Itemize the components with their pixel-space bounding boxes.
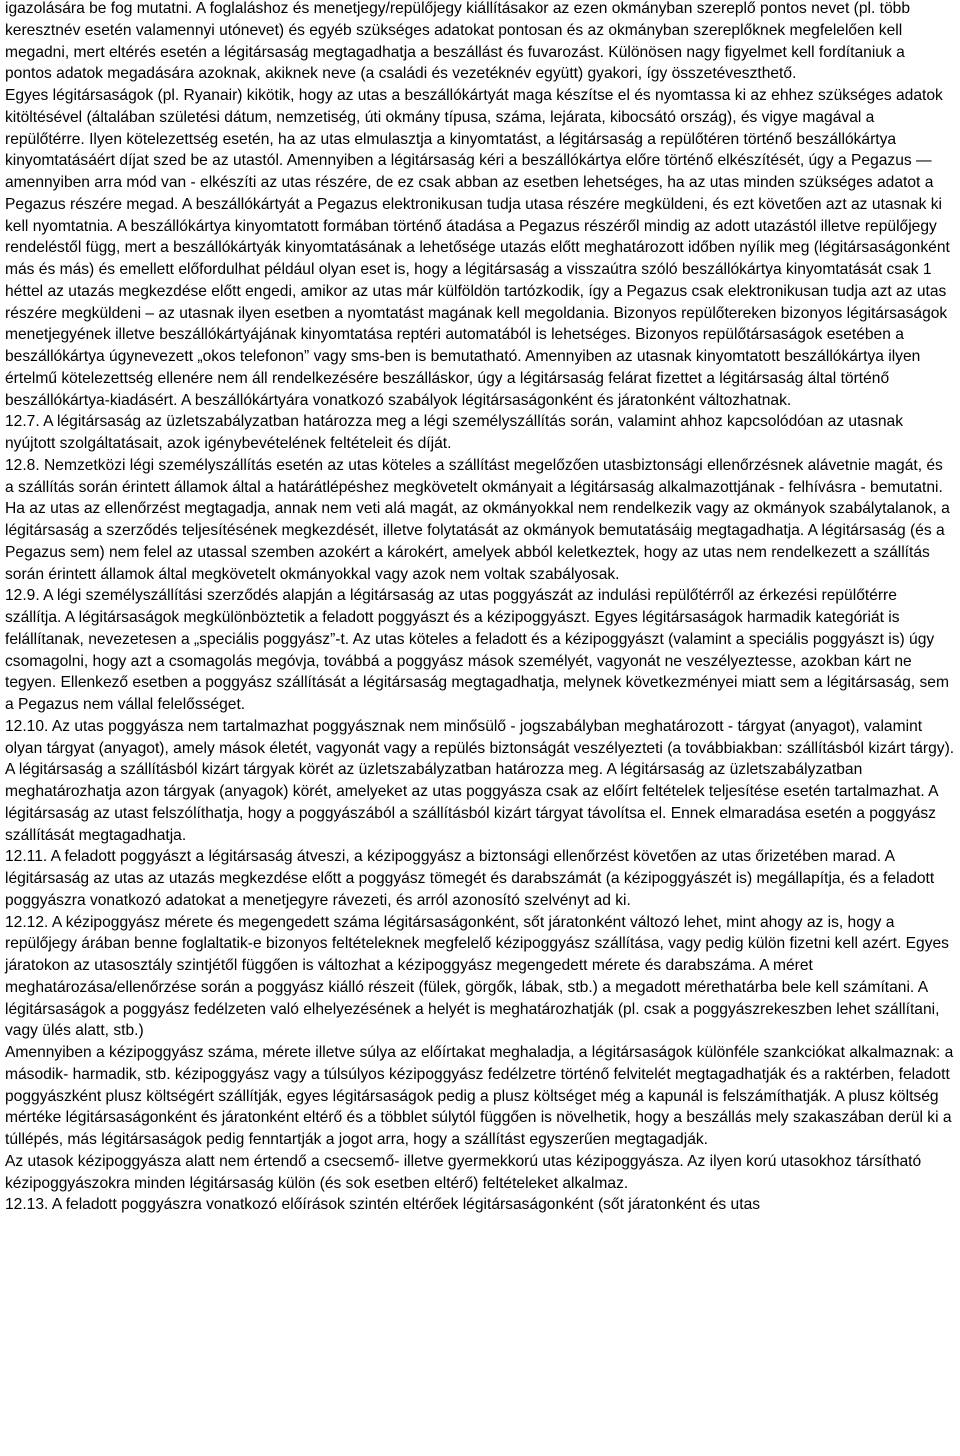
paragraph-infant-luggage: Az utasok kézipoggyásza alatt nem értendő a csecsemő- illetve gyermekkorú utas kézipoggyásza. Az ilyen korú utasokhoz társítható kézipoggyászokra minden légitársaság külön (és sok esetben eltérő) feltételeket alkalmaz.: [5, 1152, 922, 1192]
paragraph-12-12: 12.12. A kézipoggyász mérete és megengedett száma légitársaságonként, sőt járatonként változó lehet, mint ahogy az is, hogy a repülőjegy árában benne foglaltatik-e bizonyos feltételeknek megfelelő kézipoggyász szállítása, vagy pedig külön fizetni kell azért. Egyes járatokon az utasosztály szintjétől függően is változhat a kézipoggyász megengedett mérete és darabszáma. A méret meghatározása/ellenőrzése során a poggyász kiálló részeit (fülek, görgők, lábak, stb.) a megadott mérethatárba bele kell számítani. A légitársaságok a poggyász fedélzeten való elhelyezésének a helyét is meghatározhatják (pl. csak a poggyászrekeszben lehet szállítani, vagy ülés alatt, stb.): [5, 913, 949, 1040]
paragraph-12-9: 12.9. A légi személyszállítási szerződés alapján a légitársaság az utas poggyászát az indulási repülőtérről az érkezési repülőtérre szállítja. A légitársaságok megkülönböztetik a feladott poggyászt és a kézipoggyászt. Egyes légitársaságok harmadik kategóriát is felállítanak, nevezetesen a „speciális poggyász”-t. Az utas köteles a feladott és a kézipoggyászt (valamint a speciális poggyászt is) úgy csomagolni, hogy azt a csomagolás megóvja, továbbá a poggyász mások személyét, vagyonát ne veszélyeztesse, azokban kárt ne tegyen. Ellenkező esetben a poggyász szállítását a légitársaság megtagadhatja, melynek következményei miatt sem a légitársaság, sem a Pegazus nem vállal felelősséget.: [5, 587, 949, 713]
paragraph-boarding-card: Egyes légitársaságok (pl. Ryanair) kikötik, hogy az utas a beszállókártyát maga készítse el és nyomtassa ki az ehhez szükséges adatok kitöltésével (általában születési dátum, nemzetiség, úti okmány típusa, száma, lejárata, kibocsátó ország), és vigye magával a repülőtérre. Ilyen kötelezettség esetén, ha az utas elmulasztja a kinyomtatást, a légitársaság a repülőtéren történő beszállókártya kinyomtatásáért díjat szed be az utastól. Amennyiben a légitársaság kéri a beszállókártya előre történő elkészítését, úgy a Pegazus —amennyiben arra mód van - elkészíti az utas részére, de ez csak abban az esetben lehetséges, ha az utas minden szükséges adatot a Pegazus részére megad. A beszállókártyát a Pegazus elektronikusan tudja utasa részére megküldeni, és ezt követően azt az utasnak ki kell nyomtatnia. A beszállókártya kinyomtatott formában történő átadása a Pegazus részéről mindig az adott utazástól illetve repülőjegy rendeléstől függ, mert a beszállókártyák kinyomtatásának a lehetősége utazás előtt meghatározott időben nyílik meg (légitársaságonként más és más) és emellett előfordulhat például olyan eset is, hogy a légitársaság a visszaútra szóló beszállókártya kinyomtatását csak 1 héttel az utazás megkezdése előtt engedi, amikor az utas már külföldön tartózkodik, így a Pegazus csak elektronikusan tudja azt az utas részére megküldeni – az utasnak ilyen esetben a nyomtatást magának kell megoldania. Bizonyos repülőtereken bizonyos légitársaságok menetjegyének illetve beszállókártyájának kinyomtatása reptéri automatából is lehetséges. Bizonyos repülőtársaságok esetében a beszállókártya úgynevezett „okos telefonon” vagy sms-ben is bemutatható. Amennyiben az utasnak kinyomtatott beszállókártya ilyen értelmű kötelezettség ellenére nem áll rendelkezésére beszálláskor, úgy a légitársaság felárat fizettet a légitársaság által történő beszállókártya-kiadásért. A beszállókártyára vonatkozó szabályok légitársaságonként és járatonként változhatnak.: [5, 87, 950, 409]
paragraph-12-7: 12.7. A légitársaság az üzletszabályzatban határozza meg a légi személyszállítás során, valamint ahhoz kapcsolódóan az utasnak nyújtott szolgáltatásait, azok igénybevételének feltételeit és díját.: [5, 413, 904, 452]
paragraph-12-8: 12.8. Nemzetközi légi személyszállítás esetén az utas köteles a szállítást megelőzően utasbiztonsági ellenőrzésnek alávetnie magát, és a szállítás során érintett államok által a határátlépéshez megkövetelt okmányait a légitársaság alkalmazottjának - felhívásra - bemutatni. Ha az utas az ellenőrzést megtagadja, annak nem veti alá magát, az okmányokkal nem rendelkezik vagy az okmányok szabálytalanok, a légitársaság a szerződés teljesítésének megkezdését, illetve folytatását az okmányok bemutatásáig megtagadhatja. A légitársaság (és a Pegazus sem) nem felel az utassal szemben azokért a károkért, amelyek abból keletkeztek, hogy az utas nem rendelkezett a szállítás során érintett államok által megkövetelt okmányokkal vagy azok nem voltak szabályosak.: [5, 456, 950, 583]
paragraph-12-10: 12.10. Az utas poggyásza nem tartalmazhat poggyásznak nem minősülő - jogszabályban meghatározott - tárgyat (anyagot), valamint olyan tárgyat (anyagot), amely mások életét, vagyonát vagy a repülés biztonságát veszélyezteti (a továbbiakban: szállításból kizárt tárgy). A légitársaság a szállításból kizárt tárgyak körét az üzletszabályzatban határozza meg. A légitársaság az üzletszabályzatban meghatározhatja azon tárgyak (anyagok) körét, amelyeket az utas poggyásza csak az előírt feltételek teljesítése esetén tartalmazhat. A légitársaság az utast felszólíthatja, hogy a poggyászából a szállításból kizárt tárgyat távolítsa el. Ennek elmaradása esetén a poggyász szállítását megtagadhatja.: [5, 717, 955, 844]
paragraph-hand-luggage-sanctions: Amennyiben a kézipoggyász száma, mérete illetve súlya az előírtakat meghaladja, a légitársaságok különféle szankciókat alkalmaznak: a második- harmadik, stb. kézipoggyász vagy a túlsúlyos kézipoggyász fedélzetre történő felvitelét megtagadhatják és a raktérben, feladott poggyászként plusz költségért szállítják, egyes légitársaságok pedig a plusz költséget még a kapunál is felszámíthatják. A plusz költség mértéke légitársaságonként és járatonként eltérő és a többlet súlytól függően is növelhetik, hogy a beszállás mely szakaszában derül ki a túllépés, más légitársaságok pedig fenntartják a jogot arra, hogy a szállítást egyszerűen megtagadják.: [5, 1044, 954, 1148]
paragraph-intro: igazolására be fog mutatni. A foglaláshoz és menetjegy/repülőjegy kiállításakor az ezen okmányban szereplő pontos nevet (pl. több keresztnév esetén valamennyi utónevet) és egyéb szükséges adatokat pontosan és az okmányban szereplőknek megfelelően kell megadni, mert eltérés esetén a légitársaság megtagadhatja a beszállást és fuvarozást. Különösen nagy figyelmet kell fordítaniuk a pontos adatok megadására azoknak, akiknek neve (a családi és vezetéknév együtt) gyakori, így összetéveszthető.: [5, 0, 910, 83]
paragraph-12-11: 12.11. A feladott poggyászt a légitársaság átveszi, a kézipoggyász a biztonsági ellenőrzést követően az utas őrizetében marad. A légitársaság az utas az utazás megkezdése előtt a poggyász tömegét és darabszámát (a kézipoggyászét is) megállapítja, és a feladott poggyászra vonatkozó adatokat a menetjegyre rávezeti, és arról azonosító szelvényt ad ki.: [5, 848, 935, 909]
paragraph-12-13: 12.13. A feladott poggyászra vonatkozó előírások szintén eltérőek légitársaságonként (sőt járatonként és utas: [5, 1196, 761, 1214]
